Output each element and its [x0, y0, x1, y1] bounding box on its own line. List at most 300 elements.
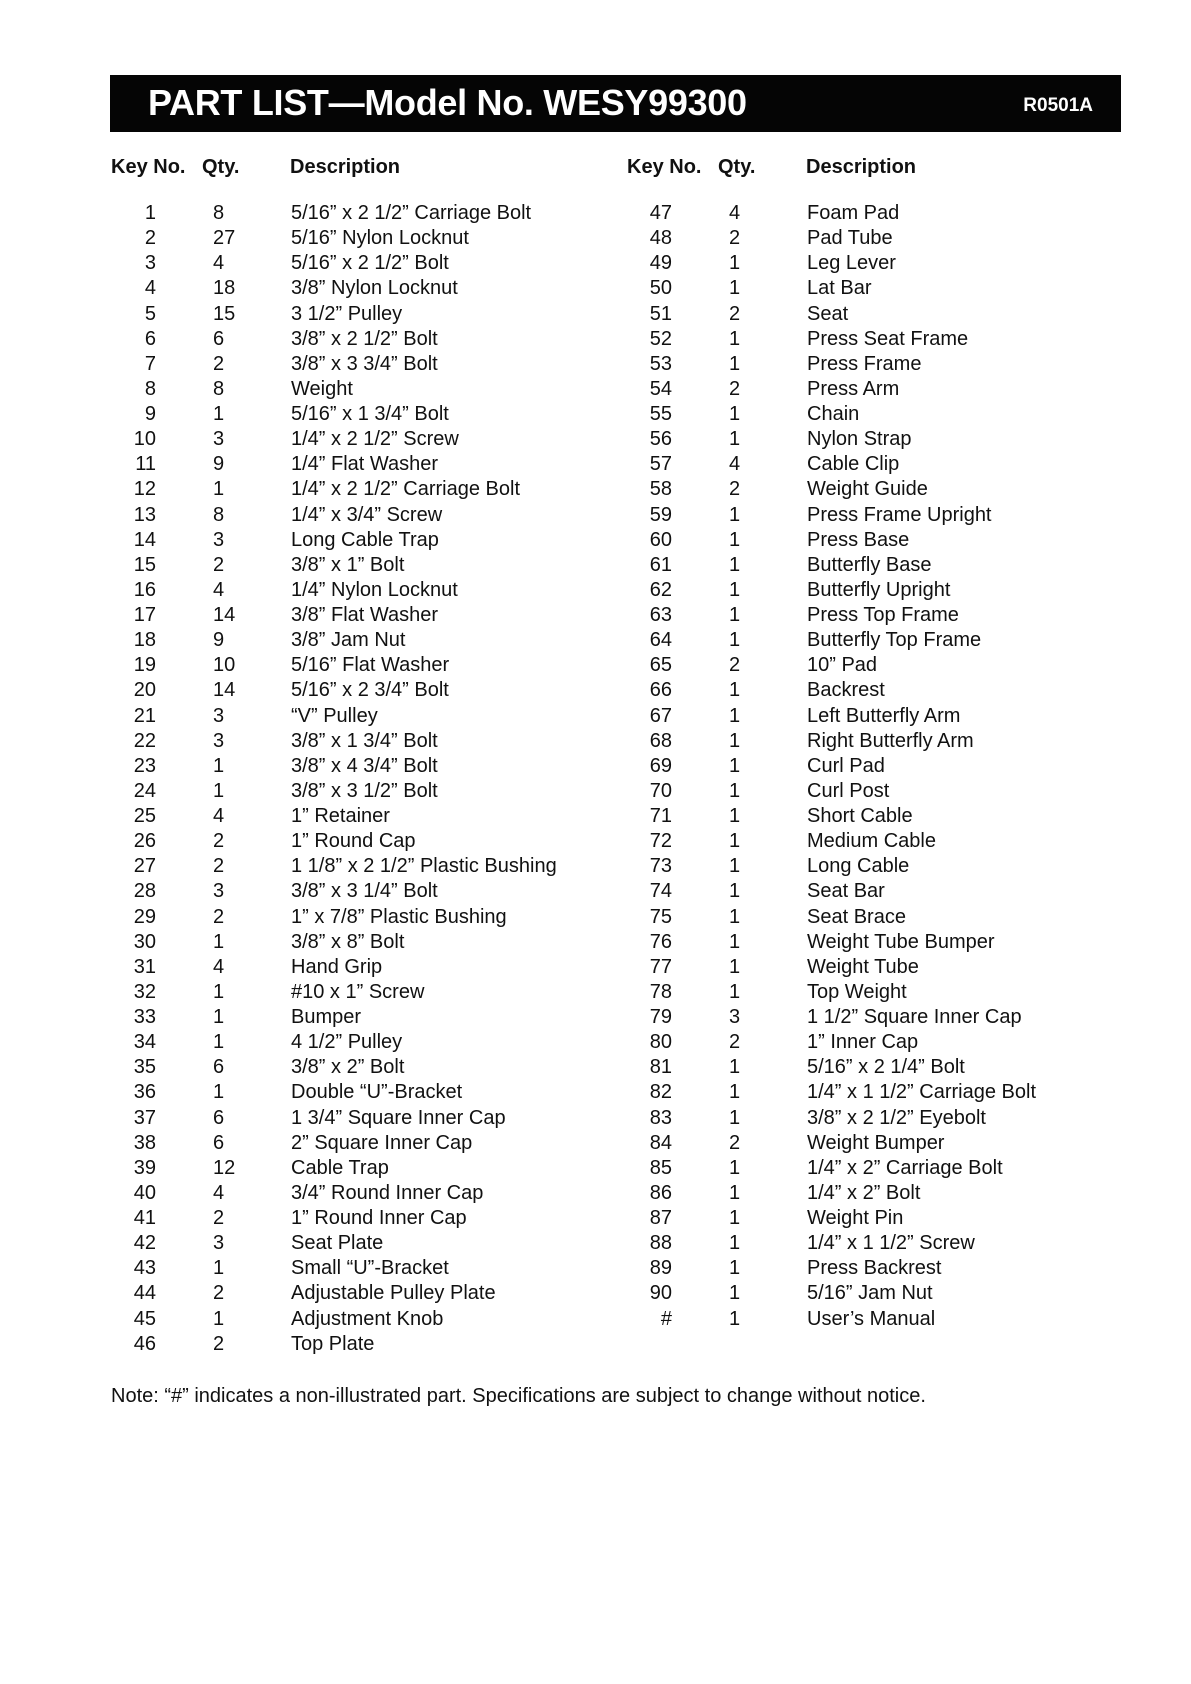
part-description: Foam Pad [807, 202, 900, 224]
table-row [111, 804, 601, 829]
part-quantity: 1 [213, 930, 225, 953]
part-key-number: 87 [649, 1207, 672, 1229]
table-row [111, 1281, 601, 1306]
part-quantity: 4 [213, 252, 225, 275]
part-quantity: 2 [729, 654, 741, 677]
part-quantity: 2 [213, 352, 225, 375]
part-key-number: 71 [649, 805, 672, 827]
part-key-number: 77 [649, 955, 672, 978]
part-key-number: 82 [649, 1081, 672, 1104]
table-row [111, 452, 601, 477]
part-key-number: 50 [649, 277, 672, 300]
part-description: Weight Guide [807, 478, 928, 501]
table-row [111, 402, 601, 427]
table-row [111, 427, 601, 452]
part-quantity: 1 [729, 1106, 741, 1129]
part-key-number: 29 [133, 905, 156, 928]
part-quantity: 1 [213, 1081, 225, 1104]
part-quantity: 6 [213, 1131, 225, 1154]
part-description: Right Butterfly Arm [807, 729, 974, 752]
table-row [111, 1106, 601, 1131]
part-description: Cable Clip [807, 453, 900, 476]
table-row [111, 905, 601, 930]
part-description: 1/4” x 1 1/2” Screw [807, 1232, 975, 1255]
part-key-number: 90 [649, 1282, 672, 1305]
part-quantity: 1 [213, 478, 225, 501]
part-description: #10 x 1” Screw [291, 980, 425, 1003]
part-quantity: 1 [213, 980, 225, 1003]
part-key-number: 25 [133, 805, 156, 827]
table-row [627, 402, 1117, 427]
part-description: 2” Square Inner Cap [291, 1131, 473, 1154]
table-row [627, 352, 1117, 377]
table-row [111, 251, 601, 276]
table-row [627, 729, 1117, 754]
part-key-number: 15 [133, 553, 156, 576]
part-key-number: 10 [133, 428, 156, 451]
part-key-number: 37 [133, 1106, 156, 1129]
part-quantity: 1 [213, 1006, 225, 1028]
part-description: 1” Round Inner Cap [291, 1207, 467, 1229]
column-header-row [111, 156, 601, 184]
table-row [627, 829, 1117, 854]
part-key-number: 49 [649, 252, 672, 275]
table-row [627, 553, 1117, 578]
part-description: Press Base [807, 528, 910, 551]
part-key-number: 52 [649, 327, 672, 350]
part-description: 5/16” Nylon Locknut [291, 227, 469, 250]
part-quantity: 1 [729, 1181, 741, 1204]
part-key-number: 83 [649, 1106, 672, 1129]
part-quantity: 1 [729, 930, 741, 953]
part-description: Weight Pin [807, 1207, 904, 1229]
table-row [111, 327, 601, 352]
table-row [627, 1005, 1117, 1030]
table-row [627, 628, 1117, 653]
footnote: Note: “#” indicates a non-illustrated part. Specifications are subject to change without notice. [111, 1385, 926, 1407]
table-row [111, 930, 601, 955]
part-description: Press Backrest [807, 1257, 942, 1280]
part-key-number: 81 [649, 1056, 672, 1079]
part-description: Double “U”-Bracket [291, 1081, 463, 1104]
part-key-number: 6 [144, 327, 156, 350]
part-key-number: 17 [133, 604, 156, 626]
part-description: 5/16” x 2 1/2” Bolt [291, 252, 449, 275]
part-description: 1” Inner Cap [807, 1031, 919, 1054]
part-quantity: 1 [729, 880, 741, 903]
part-description: 1/4” x 2 1/2” Screw [291, 428, 459, 451]
table-row [111, 1005, 601, 1030]
part-quantity: 8 [213, 377, 225, 400]
part-quantity: 1 [729, 679, 741, 702]
part-quantity: 1 [729, 779, 741, 802]
part-key-number: 86 [649, 1181, 672, 1204]
part-key-number: 85 [649, 1156, 672, 1179]
part-quantity: 1 [729, 980, 741, 1003]
part-quantity: 14 [213, 604, 236, 626]
table-row [627, 754, 1117, 779]
part-description: Press Top Frame [807, 604, 959, 626]
part-quantity: 1 [729, 428, 741, 451]
table-row [627, 980, 1117, 1005]
part-key-number: 31 [133, 955, 156, 978]
table-row [627, 578, 1117, 603]
part-description: 3 1/2” Pulley [291, 302, 403, 325]
part-quantity: 1 [729, 1207, 741, 1229]
part-description: 1/4” Nylon Locknut [291, 578, 458, 601]
table-row [627, 603, 1117, 628]
table-row [111, 1156, 601, 1181]
table-row [627, 477, 1117, 502]
part-key-number: 39 [133, 1156, 156, 1179]
part-description: 5/16” x 1 3/4” Bolt [291, 403, 449, 425]
part-quantity: 2 [213, 855, 225, 878]
part-description: 1” Retainer [291, 805, 390, 827]
part-quantity: 1 [213, 1307, 225, 1330]
part-key-number: 89 [649, 1257, 672, 1280]
part-description: 4 1/2” Pulley [291, 1031, 403, 1054]
part-description: 1 1/8” x 2 1/2” Plastic Bushing [291, 855, 557, 878]
table-row [627, 251, 1117, 276]
part-description: Adjustment Knob [291, 1307, 444, 1330]
part-quantity: 9 [213, 629, 225, 652]
part-key-number: 43 [133, 1257, 156, 1280]
table-row [111, 1181, 601, 1206]
table-row [111, 1131, 601, 1156]
part-description: 1/4” Flat Washer [291, 453, 439, 476]
table-row [111, 955, 601, 980]
part-key-number: 46 [133, 1332, 156, 1355]
part-quantity: 1 [729, 754, 741, 777]
part-description: Long Cable [807, 855, 910, 878]
part-quantity: 1 [729, 1056, 741, 1079]
table-row [627, 905, 1117, 930]
part-quantity: 3 [213, 704, 225, 727]
part-description: 3/8” Nylon Locknut [291, 277, 458, 300]
part-key-number: 4 [144, 277, 156, 300]
part-description: 1” x 7/8” Plastic Bushing [291, 905, 507, 928]
part-quantity: 12 [213, 1156, 236, 1179]
part-quantity: 1 [729, 578, 741, 601]
table-row [627, 1256, 1117, 1281]
table-row [627, 930, 1117, 955]
table-row [111, 628, 601, 653]
part-description: 3/4” Round Inner Cap [291, 1181, 484, 1204]
title-banner [110, 75, 1121, 132]
part-description: 1/4” x 2” Carriage Bolt [807, 1156, 1003, 1179]
table-row [627, 1080, 1117, 1105]
part-quantity: 4 [213, 578, 225, 601]
part-key-number: 5 [144, 302, 156, 325]
part-quantity: 1 [729, 277, 741, 300]
table-row [111, 1206, 601, 1231]
part-description: 1/4” x 1 1/2” Carriage Bolt [807, 1081, 1036, 1104]
table-row [111, 352, 601, 377]
part-description: 3/8” x 8” Bolt [291, 930, 405, 953]
table-row [627, 854, 1117, 879]
part-description: Weight Tube Bumper [807, 930, 995, 953]
part-description: User’s Manual [807, 1307, 936, 1330]
table-row [627, 879, 1117, 904]
part-quantity: 1 [729, 955, 741, 978]
part-key-number: 20 [133, 679, 156, 702]
part-description: Press Arm [807, 377, 900, 400]
part-key-number: 9 [144, 403, 156, 425]
part-description: Leg Lever [807, 252, 896, 275]
part-description: Cable Trap [291, 1156, 389, 1179]
part-quantity: 27 [213, 227, 236, 250]
table-row [111, 729, 601, 754]
part-key-number: 70 [649, 779, 672, 802]
part-quantity: 1 [729, 1282, 741, 1305]
part-quantity: 2 [213, 553, 225, 576]
part-description: “V” Pulley [291, 704, 378, 727]
part-description: Pad Tube [807, 227, 893, 250]
part-description: Butterfly Upright [807, 578, 951, 601]
part-description: 5/16” Flat Washer [291, 654, 450, 677]
part-quantity: 1 [213, 779, 225, 802]
part-description: 10” Pad [807, 654, 878, 677]
part-key-number: 35 [133, 1056, 156, 1079]
table-row [627, 804, 1117, 829]
part-description: 3/8” x 4 3/4” Bolt [291, 754, 438, 777]
part-description: Press Frame Upright [807, 503, 992, 526]
part-key-number: 54 [649, 377, 672, 400]
part-quantity: 1 [213, 1257, 225, 1280]
qty-header: Qty. [718, 156, 756, 178]
part-key-number: 60 [649, 528, 672, 551]
part-quantity: 2 [213, 1282, 225, 1305]
part-description: Top Weight [807, 980, 907, 1003]
part-key-number: 40 [133, 1181, 156, 1204]
part-description: 3/8” x 3 3/4” Bolt [291, 352, 438, 375]
part-key-number: 36 [133, 1081, 156, 1104]
part-description: Weight Tube [807, 955, 919, 978]
part-quantity: 1 [729, 805, 741, 827]
table-row [111, 528, 601, 553]
part-description: Curl Post [807, 779, 890, 802]
part-quantity: 1 [729, 528, 741, 551]
part-key-number: 88 [649, 1232, 672, 1255]
part-quantity: 1 [729, 629, 741, 652]
part-key-number: 53 [649, 352, 672, 375]
part-quantity: 1 [729, 604, 741, 626]
table-row [627, 327, 1117, 352]
part-key-number: 8 [144, 377, 156, 400]
part-key-number: 64 [649, 629, 672, 652]
part-description: Hand Grip [291, 955, 383, 978]
part-description: Weight [291, 377, 353, 400]
table-row [627, 276, 1117, 301]
part-description: Butterfly Top Frame [807, 629, 982, 652]
part-quantity: 4 [213, 1181, 225, 1204]
part-description: 5/16” x 2 3/4” Bolt [291, 679, 449, 702]
table-row [111, 1256, 601, 1281]
part-key-number: 16 [133, 578, 156, 601]
table-row [111, 1055, 601, 1080]
part-key-number: 44 [133, 1282, 156, 1305]
part-description: Chain [807, 403, 860, 425]
table-row [627, 1131, 1117, 1156]
part-quantity: 1 [729, 1307, 741, 1330]
part-quantity: 1 [729, 905, 741, 928]
part-quantity: 2 [729, 1031, 741, 1054]
part-key-number: 57 [649, 453, 672, 476]
part-key-number: 34 [133, 1031, 156, 1054]
table-row [627, 653, 1117, 678]
part-key-number: 11 [135, 453, 156, 476]
part-description: 3/8” x 2” Bolt [291, 1056, 405, 1079]
part-description: Weight Bumper [807, 1131, 945, 1154]
part-quantity: 4 [729, 453, 741, 476]
part-description: Press Frame [807, 352, 922, 375]
part-key-number: 13 [133, 503, 156, 526]
part-quantity: 1 [729, 830, 741, 853]
part-key-number: 65 [649, 654, 672, 677]
part-key-number: 2 [144, 227, 156, 250]
part-key-number: 1 [144, 202, 156, 224]
table-row [111, 553, 601, 578]
description-header: Description [806, 156, 917, 178]
table-row [627, 201, 1117, 226]
table-row [111, 377, 601, 402]
part-key-number: 79 [649, 1006, 672, 1028]
part-key-number: 41 [133, 1207, 156, 1229]
table-row [111, 653, 601, 678]
part-quantity: 15 [213, 302, 236, 325]
key-no-header: Key No. [111, 156, 186, 178]
part-key-number: 33 [133, 1006, 156, 1028]
part-key-number: 27 [133, 855, 156, 878]
table-row [111, 829, 601, 854]
part-quantity: 1 [729, 403, 741, 425]
part-description: 5/16” Jam Nut [807, 1282, 933, 1305]
part-key-number: 32 [133, 980, 156, 1003]
part-description: 1/4” x 2 1/2” Carriage Bolt [291, 478, 520, 501]
part-key-number: 58 [649, 478, 672, 501]
table-row [627, 528, 1117, 553]
part-description: Butterfly Base [807, 553, 932, 576]
part-quantity: 1 [729, 1232, 741, 1255]
part-quantity: 1 [729, 729, 741, 752]
part-quantity: 9 [213, 453, 225, 476]
part-quantity: 1 [213, 403, 225, 425]
document-code: R0501A [1023, 95, 1093, 116]
part-quantity: 1 [729, 704, 741, 727]
part-description: Seat [807, 302, 849, 325]
part-key-number: 66 [649, 679, 672, 702]
part-quantity: 1 [729, 352, 741, 375]
part-description: Seat Plate [291, 1232, 384, 1255]
parts-column-right [627, 156, 1117, 1332]
part-description: 3/8” x 3 1/2” Bolt [291, 779, 438, 802]
table-row [111, 578, 601, 603]
part-key-number: 19 [133, 654, 156, 677]
part-description: 3/8” x 1 3/4” Bolt [291, 729, 438, 752]
part-description: Medium Cable [807, 830, 936, 853]
part-key-number: 14 [133, 528, 156, 551]
part-quantity: 18 [213, 277, 236, 300]
part-description: 3/8” x 1” Bolt [291, 553, 405, 576]
part-quantity: 1 [729, 327, 741, 350]
part-quantity: 6 [213, 1056, 225, 1079]
table-row [111, 226, 601, 251]
part-key-number: 72 [649, 830, 672, 853]
parts-list-right [627, 201, 1117, 1332]
table-row [627, 226, 1117, 251]
part-key-number: 45 [133, 1307, 156, 1330]
part-key-number: 24 [133, 779, 156, 802]
qty-header: Qty. [202, 156, 240, 178]
part-description: Lat Bar [807, 277, 872, 300]
table-row [627, 1181, 1117, 1206]
part-key-number: 69 [649, 754, 672, 777]
part-quantity: 1 [729, 503, 741, 526]
part-description: 3/8” x 3 1/4” Bolt [291, 880, 438, 903]
part-description: 3/8” Flat Washer [291, 604, 439, 626]
part-quantity: 3 [213, 880, 225, 903]
table-row [627, 1156, 1117, 1181]
part-description: Press Seat Frame [807, 327, 969, 350]
part-quantity: 3 [213, 1232, 225, 1255]
part-description: 3/8” Jam Nut [291, 629, 406, 652]
part-key-number: 62 [649, 578, 672, 601]
part-key-number: 84 [649, 1131, 672, 1154]
part-description: Short Cable [807, 805, 913, 827]
part-key-number: 68 [649, 729, 672, 752]
part-quantity: 2 [213, 1207, 225, 1229]
part-quantity: 2 [213, 830, 225, 853]
table-row [627, 955, 1117, 980]
table-row [111, 603, 601, 628]
table-row [111, 503, 601, 528]
table-row [111, 1080, 601, 1105]
part-description: 3/8” x 2 1/2” Eyebolt [807, 1106, 986, 1129]
part-quantity: 1 [213, 754, 225, 777]
part-quantity: 6 [213, 327, 225, 350]
part-quantity: 1 [729, 553, 741, 576]
part-description: Seat Brace [807, 905, 906, 928]
table-row [627, 1206, 1117, 1231]
table-row [111, 302, 601, 327]
table-row [627, 503, 1117, 528]
part-key-number: 74 [649, 880, 672, 903]
part-quantity: 10 [213, 654, 236, 677]
part-key-number: 28 [133, 880, 156, 903]
table-row [111, 678, 601, 703]
part-key-number: 3 [144, 252, 156, 275]
part-quantity: 1 [213, 1031, 225, 1054]
part-description: Long Cable Trap [291, 528, 439, 551]
part-quantity: 4 [213, 955, 225, 978]
table-row [627, 1030, 1117, 1055]
table-row [627, 779, 1117, 804]
part-key-number: 12 [133, 478, 156, 501]
page-title: PART LIST—Model No. WESY99300 [148, 82, 747, 123]
part-description: 1” Round Cap [291, 830, 416, 853]
part-description: Small “U”-Bracket [291, 1257, 449, 1280]
part-quantity: 1 [729, 1081, 741, 1104]
table-row [111, 754, 601, 779]
part-description: 1/4” x 2” Bolt [807, 1181, 921, 1204]
part-quantity: 14 [213, 679, 236, 702]
table-row [111, 477, 601, 502]
table-row [111, 276, 601, 301]
part-key-number: 80 [649, 1031, 672, 1054]
part-quantity: 2 [213, 905, 225, 928]
part-description: 1/4” x 3/4” Screw [291, 503, 443, 526]
part-key-number: 30 [133, 930, 156, 953]
